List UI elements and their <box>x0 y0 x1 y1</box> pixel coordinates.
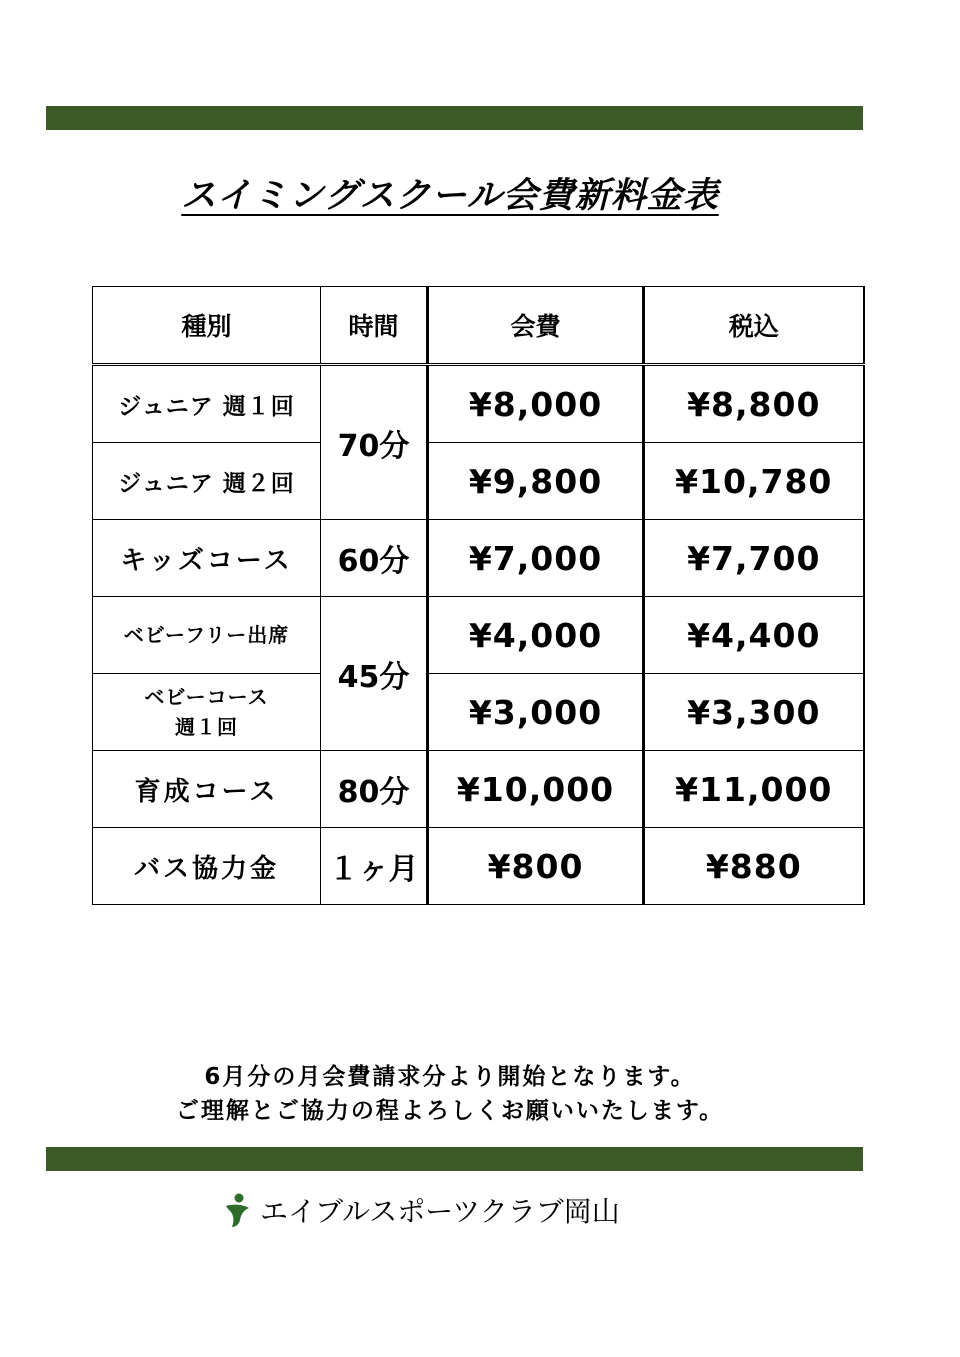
row-time: 80分 <box>321 751 428 828</box>
row-fee: ¥3,000 <box>428 674 644 751</box>
page-title: スイミングスクール会費新料金表 <box>181 176 719 216</box>
row-time: 45分 <box>321 597 428 751</box>
row-type-line1: ベビーコース <box>144 685 269 709</box>
table-row <box>93 520 864 597</box>
row-type: ジュニア 週１回 <box>93 365 321 443</box>
row-fee: ¥4,000 <box>428 597 644 674</box>
row-tax: ¥11,000 <box>644 751 864 828</box>
club-logo <box>222 1190 620 1230</box>
row-tax: ¥3,300 <box>644 674 864 751</box>
row-type: ジュニア 週２回 <box>93 443 321 520</box>
row-time: 70分 <box>321 365 428 520</box>
table-row <box>93 674 864 751</box>
header-time: 時間 <box>321 287 428 365</box>
row-time: １ヶ月 <box>321 828 428 905</box>
notice-line2: ご理解とご協力の程よろしくお願いいたします。 <box>175 1098 725 1124</box>
row-fee: ¥800 <box>428 828 644 905</box>
row-fee: ¥8,000 <box>428 365 644 443</box>
bottom-green-band <box>46 1147 863 1171</box>
table-row <box>93 443 864 520</box>
row-type-line2: 週１回 <box>175 715 238 739</box>
club-name: エイブルスポーツクラブ岡山 <box>260 1195 620 1228</box>
row-fee: ¥10,000 <box>428 751 644 828</box>
row-tax: ¥10,780 <box>644 443 864 520</box>
top-green-band <box>46 106 863 130</box>
header-type: 種別 <box>93 287 321 365</box>
row-type: キッズコース <box>93 520 321 597</box>
table-row <box>93 828 864 905</box>
table-row <box>93 365 864 443</box>
row-tax: ¥8,800 <box>644 365 864 443</box>
row-type: ベビーフリー出席 <box>93 597 321 674</box>
notice-text <box>0 1060 900 1128</box>
row-tax: ¥880 <box>644 828 864 905</box>
row-time: 60分 <box>321 520 428 597</box>
table-row <box>93 751 864 828</box>
row-fee: ¥9,800 <box>428 443 644 520</box>
row-tax: ¥4,400 <box>644 597 864 674</box>
row-fee: ¥7,000 <box>428 520 644 597</box>
row-type <box>93 674 321 751</box>
notice-line1: 6月分の月会費請求分より開始となります。 <box>204 1064 696 1090</box>
row-type: バス協力金 <box>93 828 321 905</box>
fee-table <box>92 286 865 905</box>
header-tax: 税込 <box>644 287 864 365</box>
row-tax: ¥7,700 <box>644 520 864 597</box>
table-row <box>93 597 864 674</box>
row-type: 育成コース <box>93 751 321 828</box>
header-fee: 会費 <box>428 287 644 365</box>
swimmer-logo-icon <box>222 1192 252 1228</box>
table-header-row <box>93 287 864 365</box>
